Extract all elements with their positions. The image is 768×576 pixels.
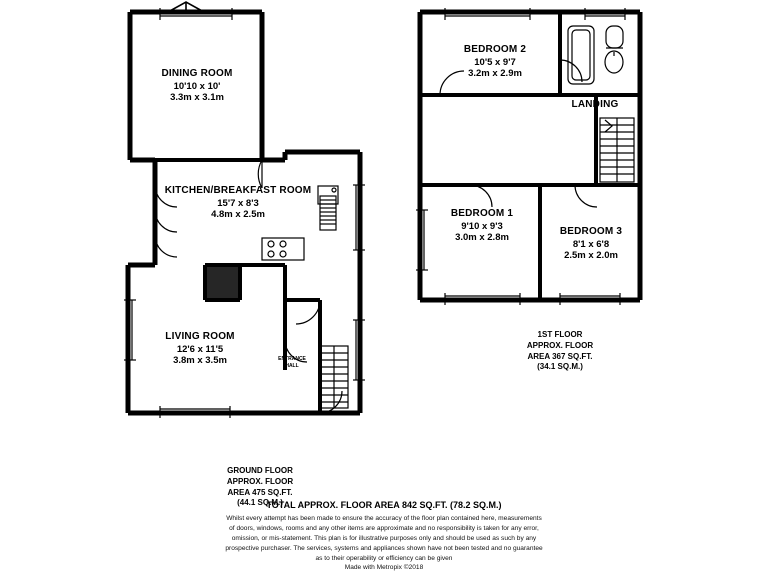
room-dim-imperial: 15'7 x 8'3 [217, 197, 259, 209]
room-dim-metric: 3.8m x 3.5m [173, 355, 227, 367]
room-label-entrance-hall [266, 356, 318, 369]
room-label-bedroom-1 [424, 208, 540, 244]
room-dim-imperial: 12'6 x 11'5 [176, 343, 224, 355]
ground-floor-stairs [320, 346, 348, 408]
disclaimer-line: omission, or mis-statement. This plan is for illustrative purposes only and should be used as such by any [231, 534, 537, 542]
room-name: DINING ROOM [161, 68, 233, 79]
room-name: KITCHEN/BREAKFAST ROOM [164, 185, 312, 196]
summary-line: AREA 367 SQ.FT. [527, 351, 593, 361]
room-name: LANDING [571, 99, 619, 110]
room-dim-imperial: 10'5 x 9'7 [474, 56, 516, 68]
first-floor-area-summary [470, 330, 650, 373]
room-dim-metric: 3.2m x 2.9m [468, 68, 522, 80]
summary-line: 1ST FLOOR [537, 330, 583, 339]
disclaimer-line: as to their operability or efficiency can be given [315, 554, 453, 562]
room-name: BEDROOM 3 [559, 226, 623, 237]
summary-line: APPROX. FLOOR [226, 476, 294, 486]
disclaimer [0, 514, 768, 563]
room-dim-metric: 3.3m x 3.1m [170, 92, 224, 104]
room-dim-imperial: 8'1 x 6'8 [572, 238, 610, 250]
room-dim-metric: 3.0m x 2.8m [455, 232, 509, 244]
room-dim-imperial: 9'10 x 9'3 [461, 220, 503, 232]
room-name: BEDROOM 2 [463, 44, 527, 55]
summary-line: (44.1 SQ.M.) [237, 498, 283, 508]
room-label-bedroom-2 [430, 44, 560, 80]
room-dim-imperial: 10'10 x 10' [173, 80, 221, 92]
disclaimer-line: prospective purchaser. The services, systems and appliances shown have not been tested and no guarantee [225, 544, 543, 552]
room-label-bedroom-3 [541, 226, 641, 262]
room-dim-metric: 4.8m x 2.5m [211, 209, 265, 221]
room-label-kitchen-breakfast-room [148, 185, 328, 221]
entrance-hall-line-1: ENTRANCE [278, 356, 306, 362]
summary-line: GROUND FLOOR [227, 466, 293, 475]
disclaimer-line: Whilst every attempt has been made to ensure the accuracy of the floor plan contained here, measurements [226, 515, 542, 522]
first-floor-stairs [600, 118, 634, 182]
footer [0, 500, 768, 573]
room-name: LIVING ROOM [165, 331, 235, 342]
room-label-landing [545, 99, 645, 112]
summary-line: AREA 475 SQ.FT. [227, 487, 293, 497]
entrance-hall-line-2: HALL [285, 362, 299, 369]
room-dim-metric: 2.5m x 2.0m [564, 250, 618, 262]
disclaimer-line: of doors, windows, rooms and any other items are approximate and no responsibility is taken for any error, [229, 524, 539, 532]
room-label-living-room [130, 331, 270, 367]
total-floor-area: TOTAL APPROX. FLOOR AREA 842 SQ.FT. (78.2 SQ.M.) [266, 500, 502, 510]
room-label-dining-room [132, 68, 262, 104]
bathroom-fixtures [568, 26, 623, 84]
summary-line: (34.1 SQ.M.) [537, 362, 583, 372]
summary-line: APPROX. FLOOR [526, 340, 594, 350]
room-name: BEDROOM 1 [450, 208, 514, 219]
made-with-credit: Made with Metropix ©2018 [344, 564, 424, 572]
